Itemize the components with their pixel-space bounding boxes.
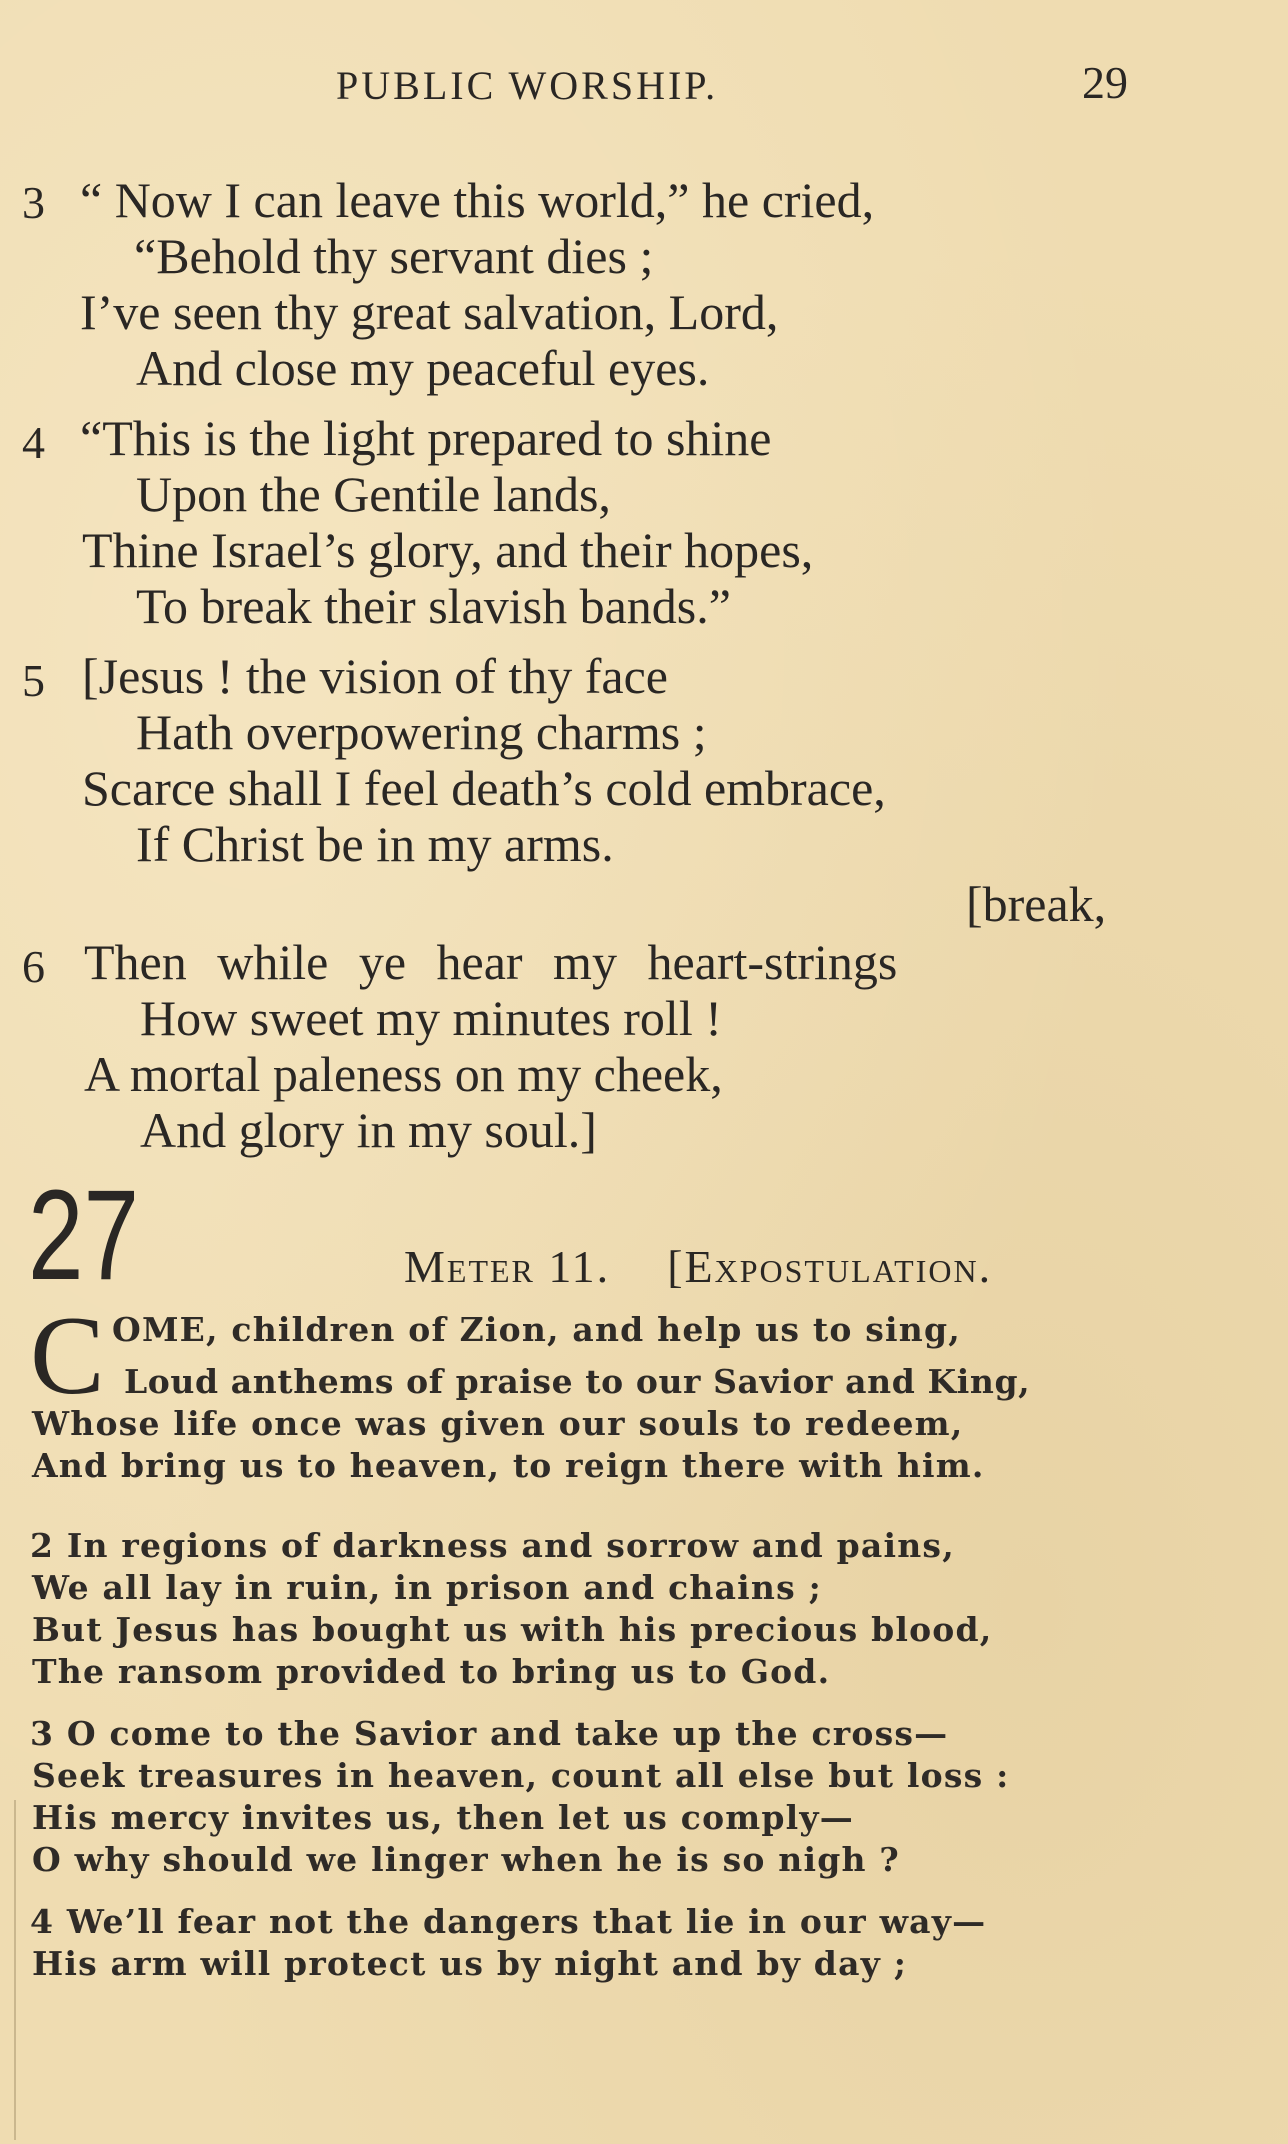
stanza-number: 6: [22, 941, 45, 992]
stanza-text: O come to the Savior and take up the cross—: [66, 1714, 949, 1753]
hymn-line: The ransom provided to bring us to God.: [32, 1652, 831, 1691]
hymn-line: “ Now I can leave this world,” he cried,: [80, 172, 875, 228]
hymn-number: 27: [28, 1164, 140, 1307]
hymn-line: To break their slavish bands.”: [136, 578, 731, 634]
running-title: PUBLIC WORSHIP.: [336, 63, 719, 108]
hymn-line: But Jesus has bought us with his precious blood,: [32, 1610, 993, 1649]
turnover-word: [break,: [966, 876, 1107, 932]
hymn-line: We all lay in ruin, in prison and chains ;: [32, 1568, 822, 1607]
hymn-line: “This is the light prepared to shine: [80, 410, 772, 466]
hymn-line: Upon the Gentile lands,: [136, 466, 611, 522]
tune-name: [Expostulation.: [667, 1241, 993, 1292]
hymn-line: And close my peaceful eyes.: [136, 340, 710, 396]
hymn-line: [30, 1526, 955, 1566]
hymn-line: Scarce shall I feel death’s cold embrace,: [82, 760, 886, 816]
stanza-number: 3: [30, 1714, 55, 1753]
hymn-line: OME, children of Zion, and help us to sing,: [112, 1310, 961, 1349]
page-number: 29: [1082, 57, 1128, 108]
hymn-line: Hath overpowering charms ;: [136, 704, 707, 760]
hymn-line: Then while ye hear my heart-strings: [84, 934, 898, 990]
meter-label: Meter 11.: [404, 1241, 611, 1292]
stanza-text: We’ll fear not the dangers that lie in our way—: [66, 1902, 987, 1941]
hymn-line: If Christ be in my arms.: [136, 816, 614, 872]
hymn-line: “Behold thy servant dies ;: [134, 228, 654, 284]
hymn-line: A mortal paleness on my cheek,: [84, 1046, 723, 1102]
stanza-number: 4: [22, 417, 45, 468]
hymn-line: [30, 1902, 986, 1942]
stanza-number: 2: [30, 1526, 55, 1565]
hymn-line: And bring us to heaven, to reign there with him.: [32, 1446, 985, 1485]
hymn-line: How sweet my minutes roll !: [140, 990, 722, 1046]
hymn-line: Seek treasures in heaven, count all else but loss :: [32, 1756, 1010, 1795]
stanza-number: 5: [22, 655, 45, 706]
page-edge-shadow: [14, 1800, 16, 2140]
hymn-line: His arm will protect us by night and by day ;: [32, 1944, 908, 1983]
hymn-line: Thine Israel’s glory, and their hopes,: [82, 522, 814, 578]
hymn-line: O why should we linger when he is so nigh ?: [32, 1840, 900, 1879]
hymn-line: And glory in my soul.]: [140, 1102, 597, 1158]
stanza-number: 3: [22, 177, 45, 228]
drop-cap: C: [30, 1294, 105, 1418]
meter-line: [404, 1240, 992, 1293]
hymn-line: His mercy invites us, then let us comply—: [32, 1798, 854, 1837]
hymn-line: [Jesus ! the vision of thy face: [82, 648, 668, 704]
hymn-line: Loud anthems of praise to our Savior and King,: [124, 1362, 1031, 1401]
hymn-line: Whose life once was given our souls to redeem,: [32, 1404, 964, 1443]
stanza-number: 4: [30, 1902, 55, 1941]
stanza-text: In regions of darkness and sorrow and pains,: [66, 1526, 955, 1565]
hymn-line: I’ve seen thy great salvation, Lord,: [80, 284, 779, 340]
hymn-line: [30, 1714, 948, 1754]
